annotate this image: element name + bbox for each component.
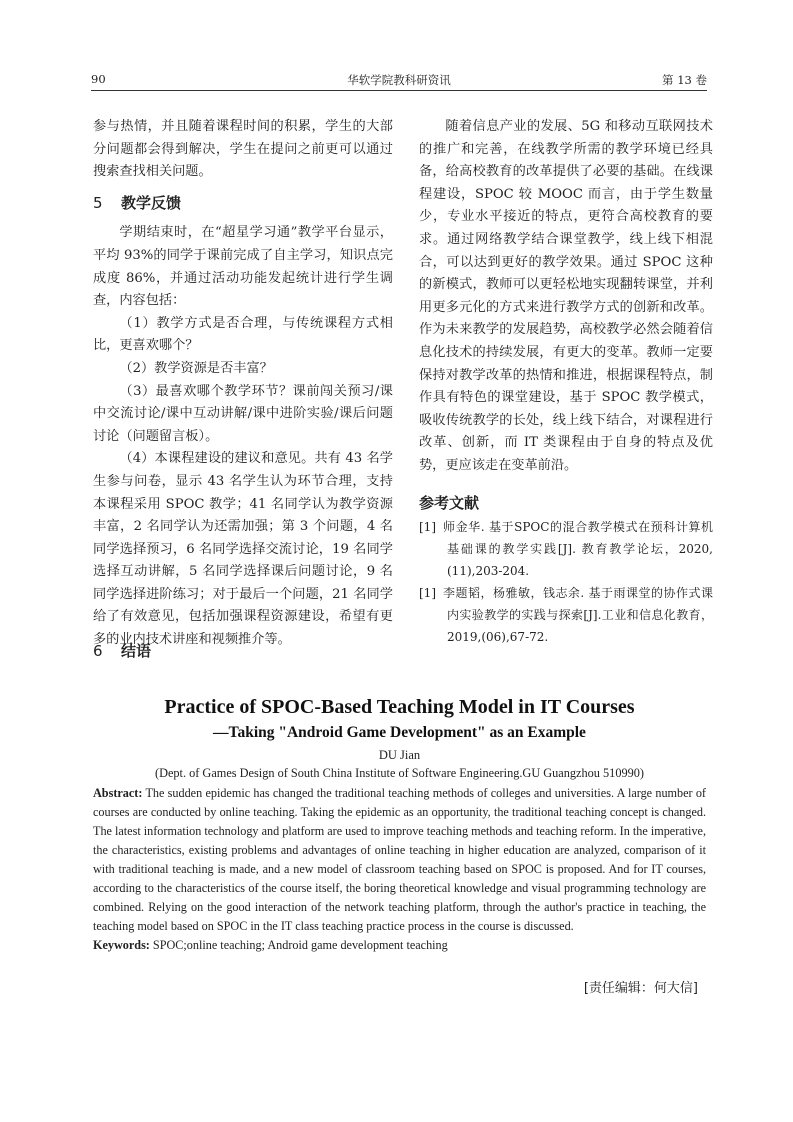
english-abstract: Abstract: The sudden epidemic has changed the traditional teaching methods of colleges and universities. A large number of courses are conducted by online teaching. Taking the epidemic as an opportunity, the traditional teaching concept is changed. The latest information technology and platform are used to improve teaching methods and teaching reform. In the imperative, the characteristics, existing problems and advantages of online teaching in higher education are analyzed, comparison of it with traditional teaching is made, and a new model of classroom teaching based on SPOC is proposed. And for IT courses, according to the characteristics of the course itself, the boring theoretical knowledge and visual programming technology are combined. Relying on the good interaction of the network teaching platform, through the author's practice in teaching, the teaching model based on SPOC in the IT class teaching practice process in the course is discussed. bbox=[93, 786, 706, 933]
english-abstract-block bbox=[93, 694, 706, 996]
survey-item-4: （4）本课程建设的建议和意见。共有 43 名学生参与问卷，显示 43 名学生认为环节合理，支持本课程采用 SPOC 教学；41 名同学认为教学资源丰富，2 名同学认为还需加强；第 3 个问题，4 名同学选择预习，6 名同学选择交流讨论，19 名同学选择互动讲解，5 名同学选择课后问题讨论，9 名同学选择进阶练习；对于最后一个问题，21 名同学给了有效意见，包括加强课程资源建设，希望有更多的业内技术讲座和视频推介等。 bbox=[93, 451, 393, 648]
section-6-heading: 6 结语 bbox=[93, 642, 152, 660]
volume-label: 第 13 卷 bbox=[662, 73, 707, 87]
english-author: DU Jian bbox=[378, 748, 421, 762]
references-heading: 参考文献 bbox=[419, 493, 480, 512]
english-keywords: Keywords: SPOC;online teaching; Android game development teaching bbox=[93, 938, 448, 952]
english-affiliation: (Dept. of Games Design of South China Institute of Software Engineering.GU Guangzhou 510990) bbox=[154, 766, 645, 780]
section-5-paragraph: 学期结束时，在“超星学习通”教学平台显示，平均 93%的同学于课前完成了自主学习，知识点完成度 86%，并通过活动功能发起统计进行学生调查，内容包括： bbox=[93, 225, 393, 309]
page-number: 90 bbox=[91, 72, 106, 86]
running-header bbox=[91, 70, 707, 91]
left-column bbox=[93, 116, 393, 676]
editor-note: [责任编辑：何大信] bbox=[583, 981, 698, 996]
english-subtitle: —Taking "Android Game Development" as an Example bbox=[213, 724, 586, 741]
reference-item: [1] 师金华. 基于SPOC的混合教学模式在预科计算机基础课的教学实践[J]. 教育教学论坛，2020,(11),203-204. bbox=[419, 520, 713, 579]
english-title: Practice of SPOC-Based Teaching Model in IT Courses bbox=[164, 696, 635, 718]
survey-item-2: （2）教学资源是否丰富？ bbox=[119, 360, 273, 376]
survey-item-1: （1）教学方式是否合理，与传统课程方式相比，更喜欢哪个？ bbox=[93, 315, 393, 354]
intro-paragraph: 参与热情，并且随着课程时间的积累，学生的大部分问题都会得到解决，学生在提问之前更可以通过搜索查找相关问题。 bbox=[93, 119, 393, 180]
survey-item-3: （3）最喜欢哪个教学环节？课前闯关预习/课中交流讨论/课中互动讲解/课中进阶实验/课后问题讨论（问题留言板）。 bbox=[93, 383, 393, 444]
conclusion-paragraph: 随着信息产业的发展、5G 和移动互联网技术的推广和完善，在线教学所需的教学环境已经具备，给高校教育的改革提供了必要的基础。在线课程建设，SPOC 较 MOOC 而言，由于学生数量少，专业水平接近的特点，更符合高校教育的要求。通过网络教学结合课堂教学，线上线下相混合，可以达到更好的教学效果。通过 SPOC 这种的新模式，教师可以更轻松地实现翻转课堂，并利用更多元化的方式来进行教学方式的创新和改革。作为未来教学的发展趋势，高校教学必然会随着信息化技术的持续发展，有更大的变革。教师一定要保持对教学改革的热情和推进，根据课程特点，制作具有特色的课堂建设，基于 SPOC 教学模式，吸收传统教学的长处，线上线下结合，对课程进行改革、创新，而 IT 类课程由于自身的特点及优势，更应该走在变革前沿。 bbox=[419, 119, 713, 473]
journal-name: 华软学院教科研资讯 bbox=[347, 73, 451, 87]
section-5-heading: 5 教学反馈 bbox=[93, 193, 182, 212]
references bbox=[419, 492, 713, 649]
reference-item: [1] 李题韬，杨雅敏，钱志余. 基于雨课堂的协作式课内实验教学的实践与探索[J].工业和信息化教育，2019,(06),67-72. bbox=[419, 586, 713, 645]
right-column bbox=[419, 116, 713, 676]
